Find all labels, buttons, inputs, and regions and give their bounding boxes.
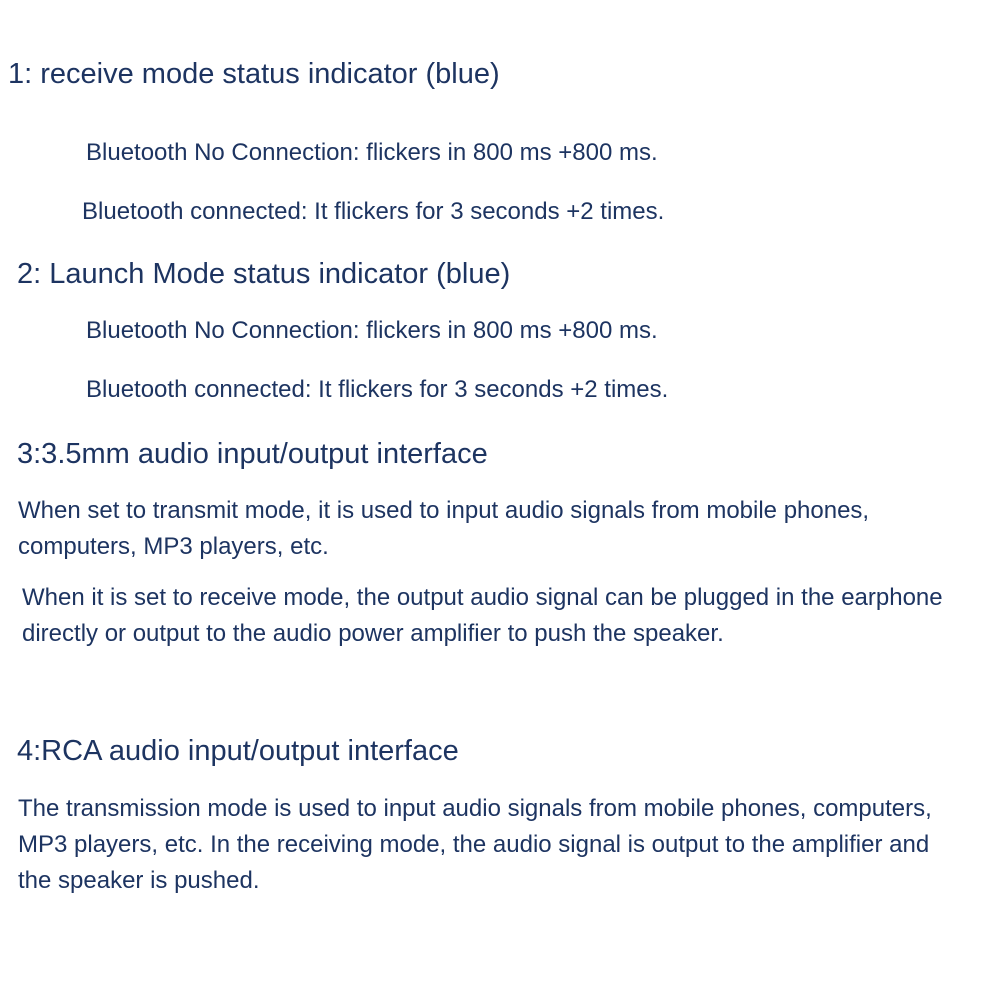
section-3-heading: 3:3.5mm audio input/output interface (17, 438, 488, 470)
section-3-paragraph-1: When set to transmit mode, it is used to input audio signals from mobile phones, computers, MP3 players, etc. (18, 497, 870, 560)
section-1-line-1: Bluetooth No Connection: flickers in 800 ms +800 ms. (86, 139, 658, 166)
section-1-heading: 1: receive mode status indicator (blue) (8, 58, 500, 90)
section-2-line-1: Bluetooth No Connection: flickers in 800 ms +800 ms. (86, 317, 658, 344)
section-1-line-2: Bluetooth connected: It flickers for 3 seconds +2 times. (82, 198, 665, 225)
section-3-paragraph-2: When it is set to receive mode, the output audio signal can be plugged in the earphone directly or output to the audio power amplifier to push the speaker. (22, 584, 943, 647)
section-4-heading: 4:RCA audio input/output interface (17, 735, 459, 767)
section-2-line-2: Bluetooth connected: It flickers for 3 seconds +2 times. (86, 376, 669, 403)
section-4-paragraph-1: The transmission mode is used to input audio signals from mobile phones, computers, MP3 players, etc. In the receiving mode, the audio signal is output to the amplifier and the speaker is pushed. (18, 795, 932, 894)
section-2-heading: 2: Launch Mode status indicator (blue) (17, 258, 511, 290)
